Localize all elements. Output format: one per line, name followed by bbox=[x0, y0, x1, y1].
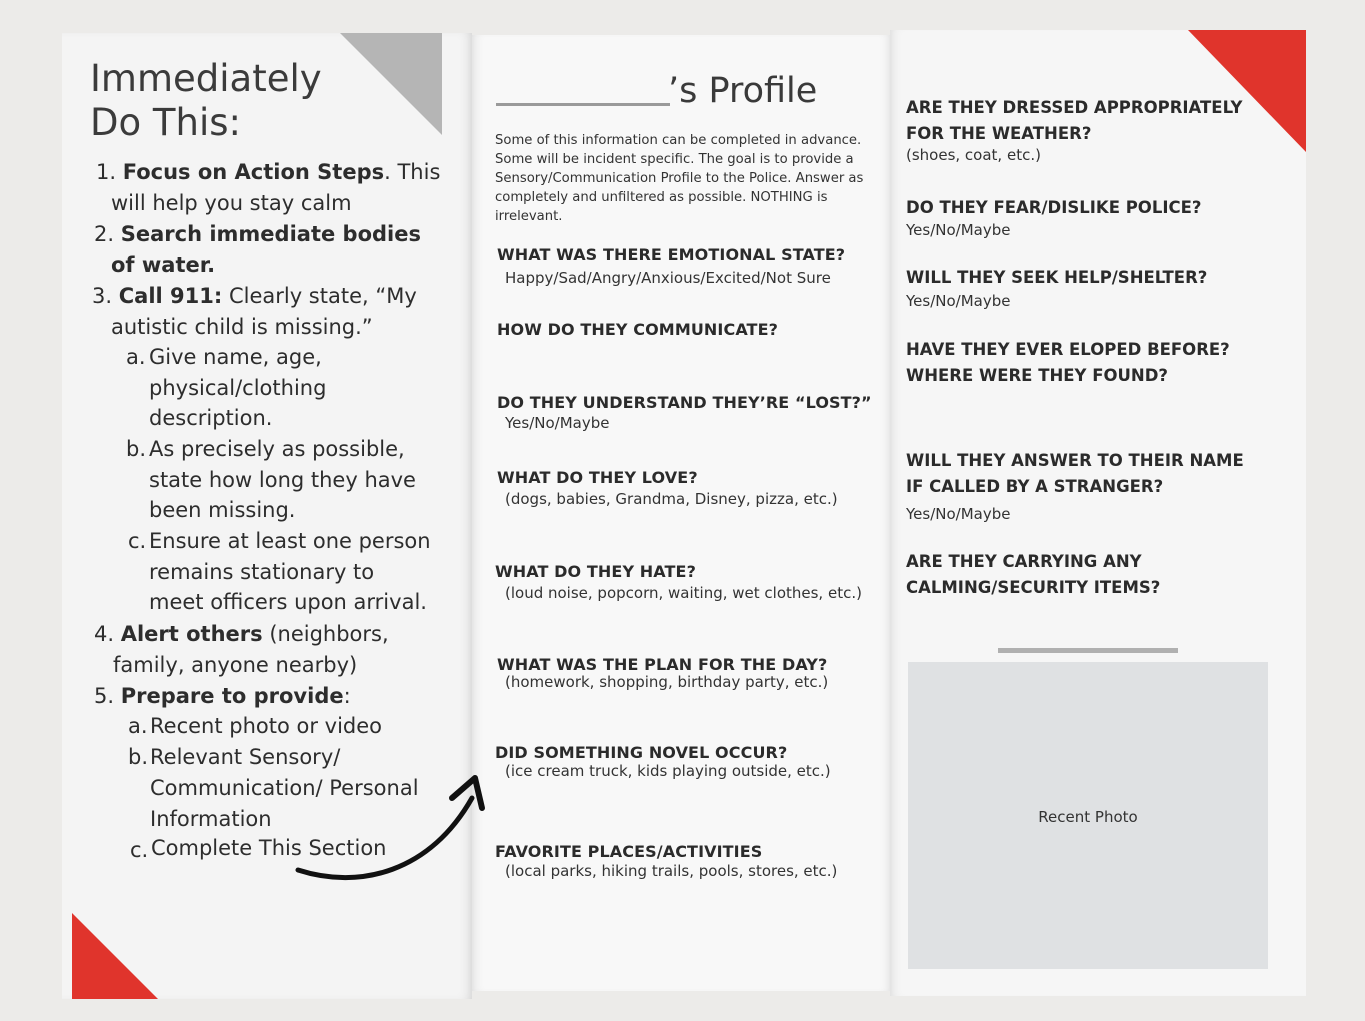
question-communicate: HOW DO THEY COMMUNICATE? bbox=[497, 320, 778, 339]
step-4: 4. Alert others (neighbors, bbox=[94, 622, 389, 646]
profile-title: ’s Profile bbox=[668, 71, 818, 111]
question-fear-police: DO THEY FEAR/DISLIKE POLICE? bbox=[906, 198, 1202, 217]
step-5b-line-3: Information bbox=[150, 807, 272, 831]
title-line-1: Immediately bbox=[90, 57, 322, 100]
step-4-line-2: family, anyone nearby) bbox=[113, 653, 358, 677]
answer-hate: (loud noise, popcorn, waiting, wet clothes, etc.) bbox=[505, 584, 862, 602]
answer-emotional-state: Happy/Sad/Angry/Anxious/Excited/Not Sure bbox=[505, 269, 831, 287]
step-5a-letter: a. bbox=[128, 714, 148, 738]
question-calming-items-line-2: CALMING/SECURITY ITEMS? bbox=[906, 578, 1161, 597]
step-1-line-2: will help you stay calm bbox=[111, 191, 352, 215]
step-3b-letter: b. bbox=[126, 437, 147, 461]
question-eloped-line-2: WHERE WERE THEY FOUND? bbox=[906, 366, 1168, 385]
step-1: 1. Focus on Action Steps. This bbox=[96, 160, 441, 184]
step-5c-letter: c. bbox=[130, 838, 149, 862]
question-emotional-state: WHAT WAS THERE EMOTIONAL STATE? bbox=[497, 245, 846, 264]
step-3a-line-1: Give name, age, bbox=[149, 345, 322, 369]
answer-love: (dogs, babies, Grandma, Disney, pizza, etc.) bbox=[505, 490, 838, 508]
step-3b-line-2: state how long they have bbox=[149, 468, 416, 492]
step-3b-line-3: been missing. bbox=[149, 498, 296, 522]
step-5a-line-1: Recent photo or video bbox=[150, 714, 383, 738]
step-3a-line-3: description. bbox=[149, 406, 273, 430]
answer-novel: (ice cream truck, kids playing outside, etc.) bbox=[505, 762, 831, 780]
question-answer-name-line-1: WILL THEY ANSWER TO THEIR NAME bbox=[906, 451, 1244, 470]
intro-text: Some of this information can be completed in advance. Some will be incident specific. The goal is to provide a Sensory/Communication Profile to the Police. Answer as completely and unfiltered as possible. NOTHING is irrelevant. bbox=[495, 133, 864, 224]
question-hate: WHAT DO THEY HATE? bbox=[495, 562, 696, 581]
answer-dressed: (shoes, coat, etc.) bbox=[906, 146, 1041, 164]
question-understand-lost: DO THEY UNDERSTAND THEY’RE “LOST?” bbox=[497, 393, 872, 412]
step-2-line-2: of water. bbox=[111, 253, 216, 277]
step-5: 5. Prepare to provide: bbox=[94, 684, 351, 708]
answer-seek-help: Yes/No/Maybe bbox=[906, 292, 1011, 310]
question-seek-help: WILL THEY SEEK HELP/SHELTER? bbox=[906, 268, 1208, 287]
step-3b-line-1: As precisely as possible, bbox=[149, 437, 405, 461]
step-3c-letter: c. bbox=[128, 529, 147, 553]
answer-favorite-places: (local parks, hiking trails, pools, stores, etc.) bbox=[505, 862, 838, 880]
step-3a-line-2: physical/clothing bbox=[149, 376, 327, 400]
step-5b-letter: b. bbox=[128, 745, 149, 769]
question-dressed-line-2: FOR THE WEATHER? bbox=[906, 124, 1092, 143]
step-5c-line-1: Complete This Section bbox=[151, 836, 387, 860]
answer-understand-lost: Yes/No/Maybe bbox=[505, 414, 610, 432]
step-3: 3. Call 911: Clearly state, “My bbox=[92, 284, 417, 308]
step-3a-letter: a. bbox=[126, 345, 146, 369]
step-5b-line-2: Communication/ Personal bbox=[150, 776, 419, 800]
question-calming-items-line-1: ARE THEY CARRYING ANY bbox=[906, 552, 1142, 571]
question-answer-name-line-2: IF CALLED BY A STRANGER? bbox=[906, 477, 1164, 496]
question-novel: DID SOMETHING NOVEL OCCUR? bbox=[495, 743, 788, 762]
question-plan: WHAT WAS THE PLAN FOR THE DAY? bbox=[497, 655, 828, 674]
title-line-2: Do This: bbox=[90, 101, 241, 144]
step-3-line-2: autistic child is missing.” bbox=[111, 315, 373, 339]
recent-photo-label: Recent Photo bbox=[1038, 808, 1138, 826]
question-favorite-places: FAVORITE PLACES/ACTIVITIES bbox=[495, 842, 763, 861]
answer-answer-name: Yes/No/Maybe bbox=[906, 505, 1011, 523]
step-3c-line-1: Ensure at least one person bbox=[149, 529, 431, 553]
question-love: WHAT DO THEY LOVE? bbox=[497, 468, 698, 487]
step-3c-line-3: meet officers upon arrival. bbox=[149, 590, 427, 614]
question-dressed-line-1: ARE THEY DRESSED APPROPRIATELY bbox=[906, 98, 1243, 117]
step-2: 2. Search immediate bodies bbox=[94, 222, 421, 246]
question-eloped-line-1: HAVE THEY EVER ELOPED BEFORE? bbox=[906, 340, 1230, 359]
answer-plan: (homework, shopping, birthday party, etc.) bbox=[505, 673, 829, 691]
step-5b-line-1: Relevant Sensory/ bbox=[150, 745, 341, 769]
step-3c-line-2: remains stationary to bbox=[149, 560, 375, 584]
answer-fear-police: Yes/No/Maybe bbox=[906, 221, 1011, 239]
